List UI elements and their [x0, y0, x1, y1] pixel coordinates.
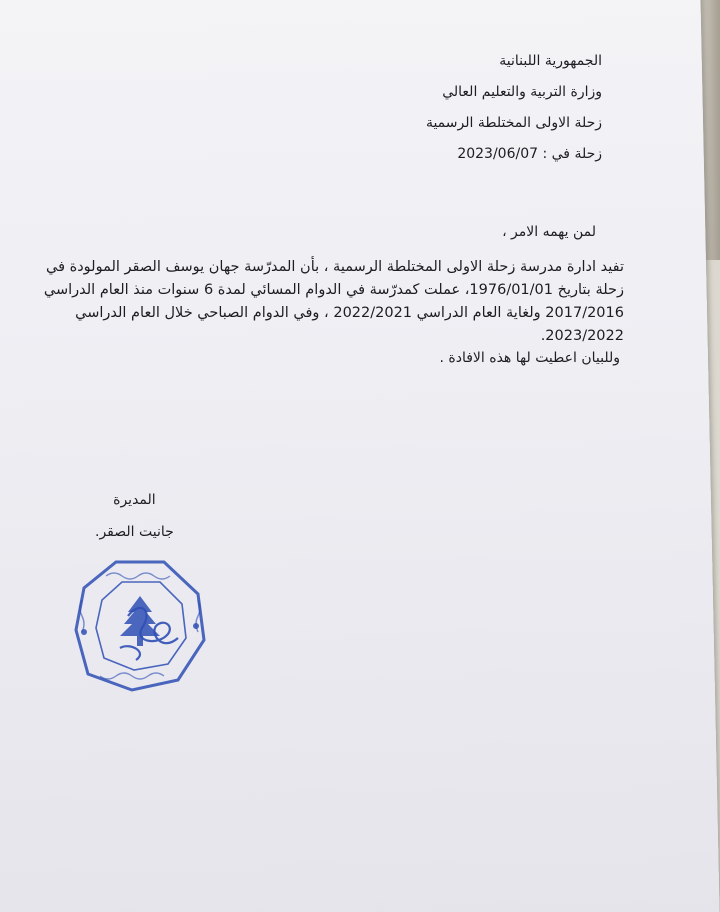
- paragraph-line: زحلة بتاريخ 1976/01/01، عملت كمدرّسة في الدوام المسائي لمدة 6 سنوات منذ العام الدراسي: [43, 282, 624, 298]
- salutation: لمن يهمه الامر ،: [502, 224, 596, 240]
- signature-name: جانيت الصقر.: [95, 524, 174, 540]
- letterhead-date: زحلة في : 2023/06/07: [457, 146, 602, 162]
- letterhead-country: الجمهورية اللبنانية: [499, 53, 602, 69]
- certificate-paragraph: [34, 256, 624, 348]
- letterhead: [426, 46, 602, 170]
- paragraph-line: 2023/2022.: [540, 328, 624, 344]
- paragraph-line: تفيد ادارة مدرسة زحلة الاولى المختلطة الرسمية ، بأن المدرّسة جهان يوسف الصقر المولودة في: [45, 259, 624, 275]
- closing-line: وللبيان اعطيت لها هذه الافادة .: [439, 350, 620, 366]
- letterhead-ministry: وزارة التربية والتعليم العالي: [442, 84, 602, 100]
- cedar-seal-icon: [70, 556, 210, 694]
- letterhead-school: زحلة الاولى المختلطة الرسمية: [425, 115, 602, 131]
- signature-block: [95, 484, 174, 548]
- signature-title: المديرة: [113, 492, 156, 508]
- paragraph-line: 2017/2016 ولغاية العام الدراسي 2022/2021 ، وفي الدوام الصباحي خلال العام الدراسي: [75, 305, 624, 321]
